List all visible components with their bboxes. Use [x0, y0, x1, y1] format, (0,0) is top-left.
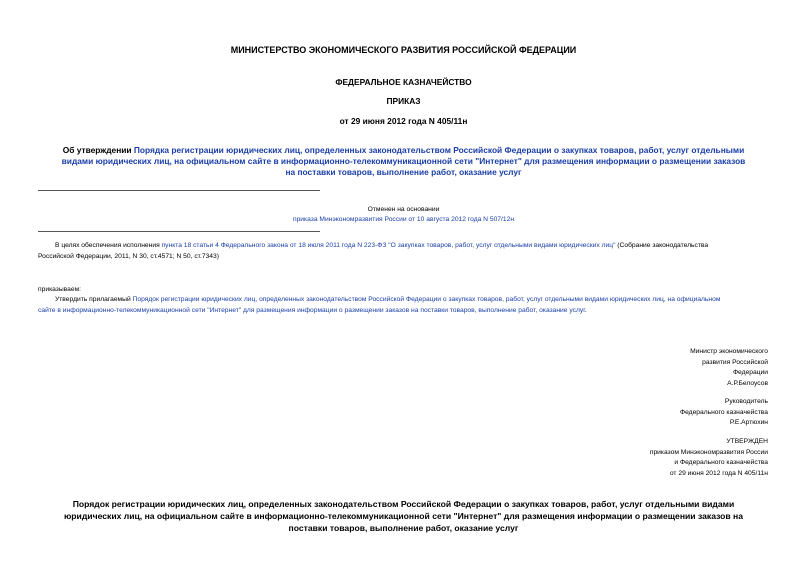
doc-date: от 29 июня 2012 года N 405/11н [339, 116, 468, 126]
doc-title-link-2[interactable]: видами юридических лиц, на официальном сайте в информационно-телекоммуникационной сети "Интернет" для размещения информации о размещении заказов [61, 156, 746, 166]
doc-title-prefix: Об утверждении [62, 145, 134, 155]
approved-block [500, 437, 768, 479]
preamble-law-link[interactable]: пункта 18 статьи 4 Федерального закона от 18 июля 2011 года N 223-ФЗ "О закупках товаров, работ, услуг отдельными видами юридических лиц" [161, 242, 616, 249]
procedure-title-line-2: юридических лиц, на официальном сайте в информационно-телекоммуникационной сети "Интернет" для размещения информации о размещении заказов на [63, 511, 744, 522]
divider-top [38, 190, 320, 191]
preamble-line-2: Российской Федерации, 2011, N 30, ст.4571; N 50, ст.7343) [38, 253, 219, 260]
procedure-title-line-3: поставки товаров, выполнение работ, оказание услуг [288, 523, 519, 534]
signature-head [500, 397, 768, 429]
preamble-prefix: В целях обеспечения исполнения [55, 242, 162, 249]
doc-title-link-3[interactable]: на поставки товаров, выполнение работ, оказание услуг [285, 167, 522, 177]
order-prikazyvayu: приказываем: [38, 286, 82, 293]
cancel-note-link[interactable]: приказа Минэкономразвития России от 10 августа 2012 года N 507/12н [292, 216, 515, 223]
approved-line-3: и Федерального казначейства [674, 459, 768, 467]
minister-line-1: Министр экономического [690, 348, 768, 355]
doc-title [20, 145, 787, 156]
divider-bottom [38, 231, 320, 232]
procedure-title-line-1: Порядок регистрации юридических лиц, определенных законодательством Российской Федерации о закупках товаров, работ, услуг отдельными видами [72, 499, 735, 509]
doc-title-link-1[interactable]: Порядка регистрации юридических лиц, определенных законодательством Российской Федерации о закупках товаров, работ, услуг отдельными [133, 145, 745, 155]
cancel-note-label: Отменен на основании [367, 206, 440, 213]
preamble-line-1 [55, 240, 775, 251]
order-approve-link-2[interactable]: сайте в информационно-телекоммуникационной сети "Интернет" для размещения информации о размещении заказов на поставки товаров, выполнение работ, оказание услуг [38, 307, 585, 314]
order-approve-prefix: Утвердить прилагаемый [55, 296, 133, 303]
approved-line-4: от 29 июня 2012 года N 405/11н [669, 469, 768, 477]
signature-minister [500, 347, 768, 389]
procedure-title [10, 498, 797, 535]
minister-name: А.Р.Белоусов [727, 379, 768, 387]
order-approve-suffix: . [584, 307, 587, 314]
head-name: Р.Е.Артюхин [729, 419, 768, 427]
ministry-heading: МИНИСТЕРСТВО ЭКОНОМИЧЕСКОГО РАЗВИТИЯ РОССИЙСКОЙ ФЕДЕРАЦИИ [230, 45, 577, 55]
approved-line-2: приказом Минэкономразвития России [649, 448, 768, 456]
order-approve-line-2 [38, 305, 768, 316]
order-approve-link-1[interactable]: Порядок регистрации юридических лиц, определенных законодательством Российской Федерации о закупках товаров, работ, услуг отдельными видами юридических лиц, на официальном [132, 296, 721, 303]
order-approve-line-1 [55, 294, 775, 305]
minister-line-2: развития Российской [702, 358, 768, 366]
treasury-heading: ФЕДЕРАЛЬНОЕ КАЗНАЧЕЙСТВО [335, 77, 472, 87]
preamble-suffix: (Собрание законодательства [615, 242, 709, 249]
head-line-2: Федерального казначейства [680, 408, 768, 416]
head-line-1: Руководитель [724, 398, 768, 405]
approved-line-1: УТВЕРЖДЕН [726, 438, 768, 445]
doc-type-heading: ПРИКАЗ [386, 96, 421, 106]
minister-line-3: Федерации [732, 369, 768, 377]
